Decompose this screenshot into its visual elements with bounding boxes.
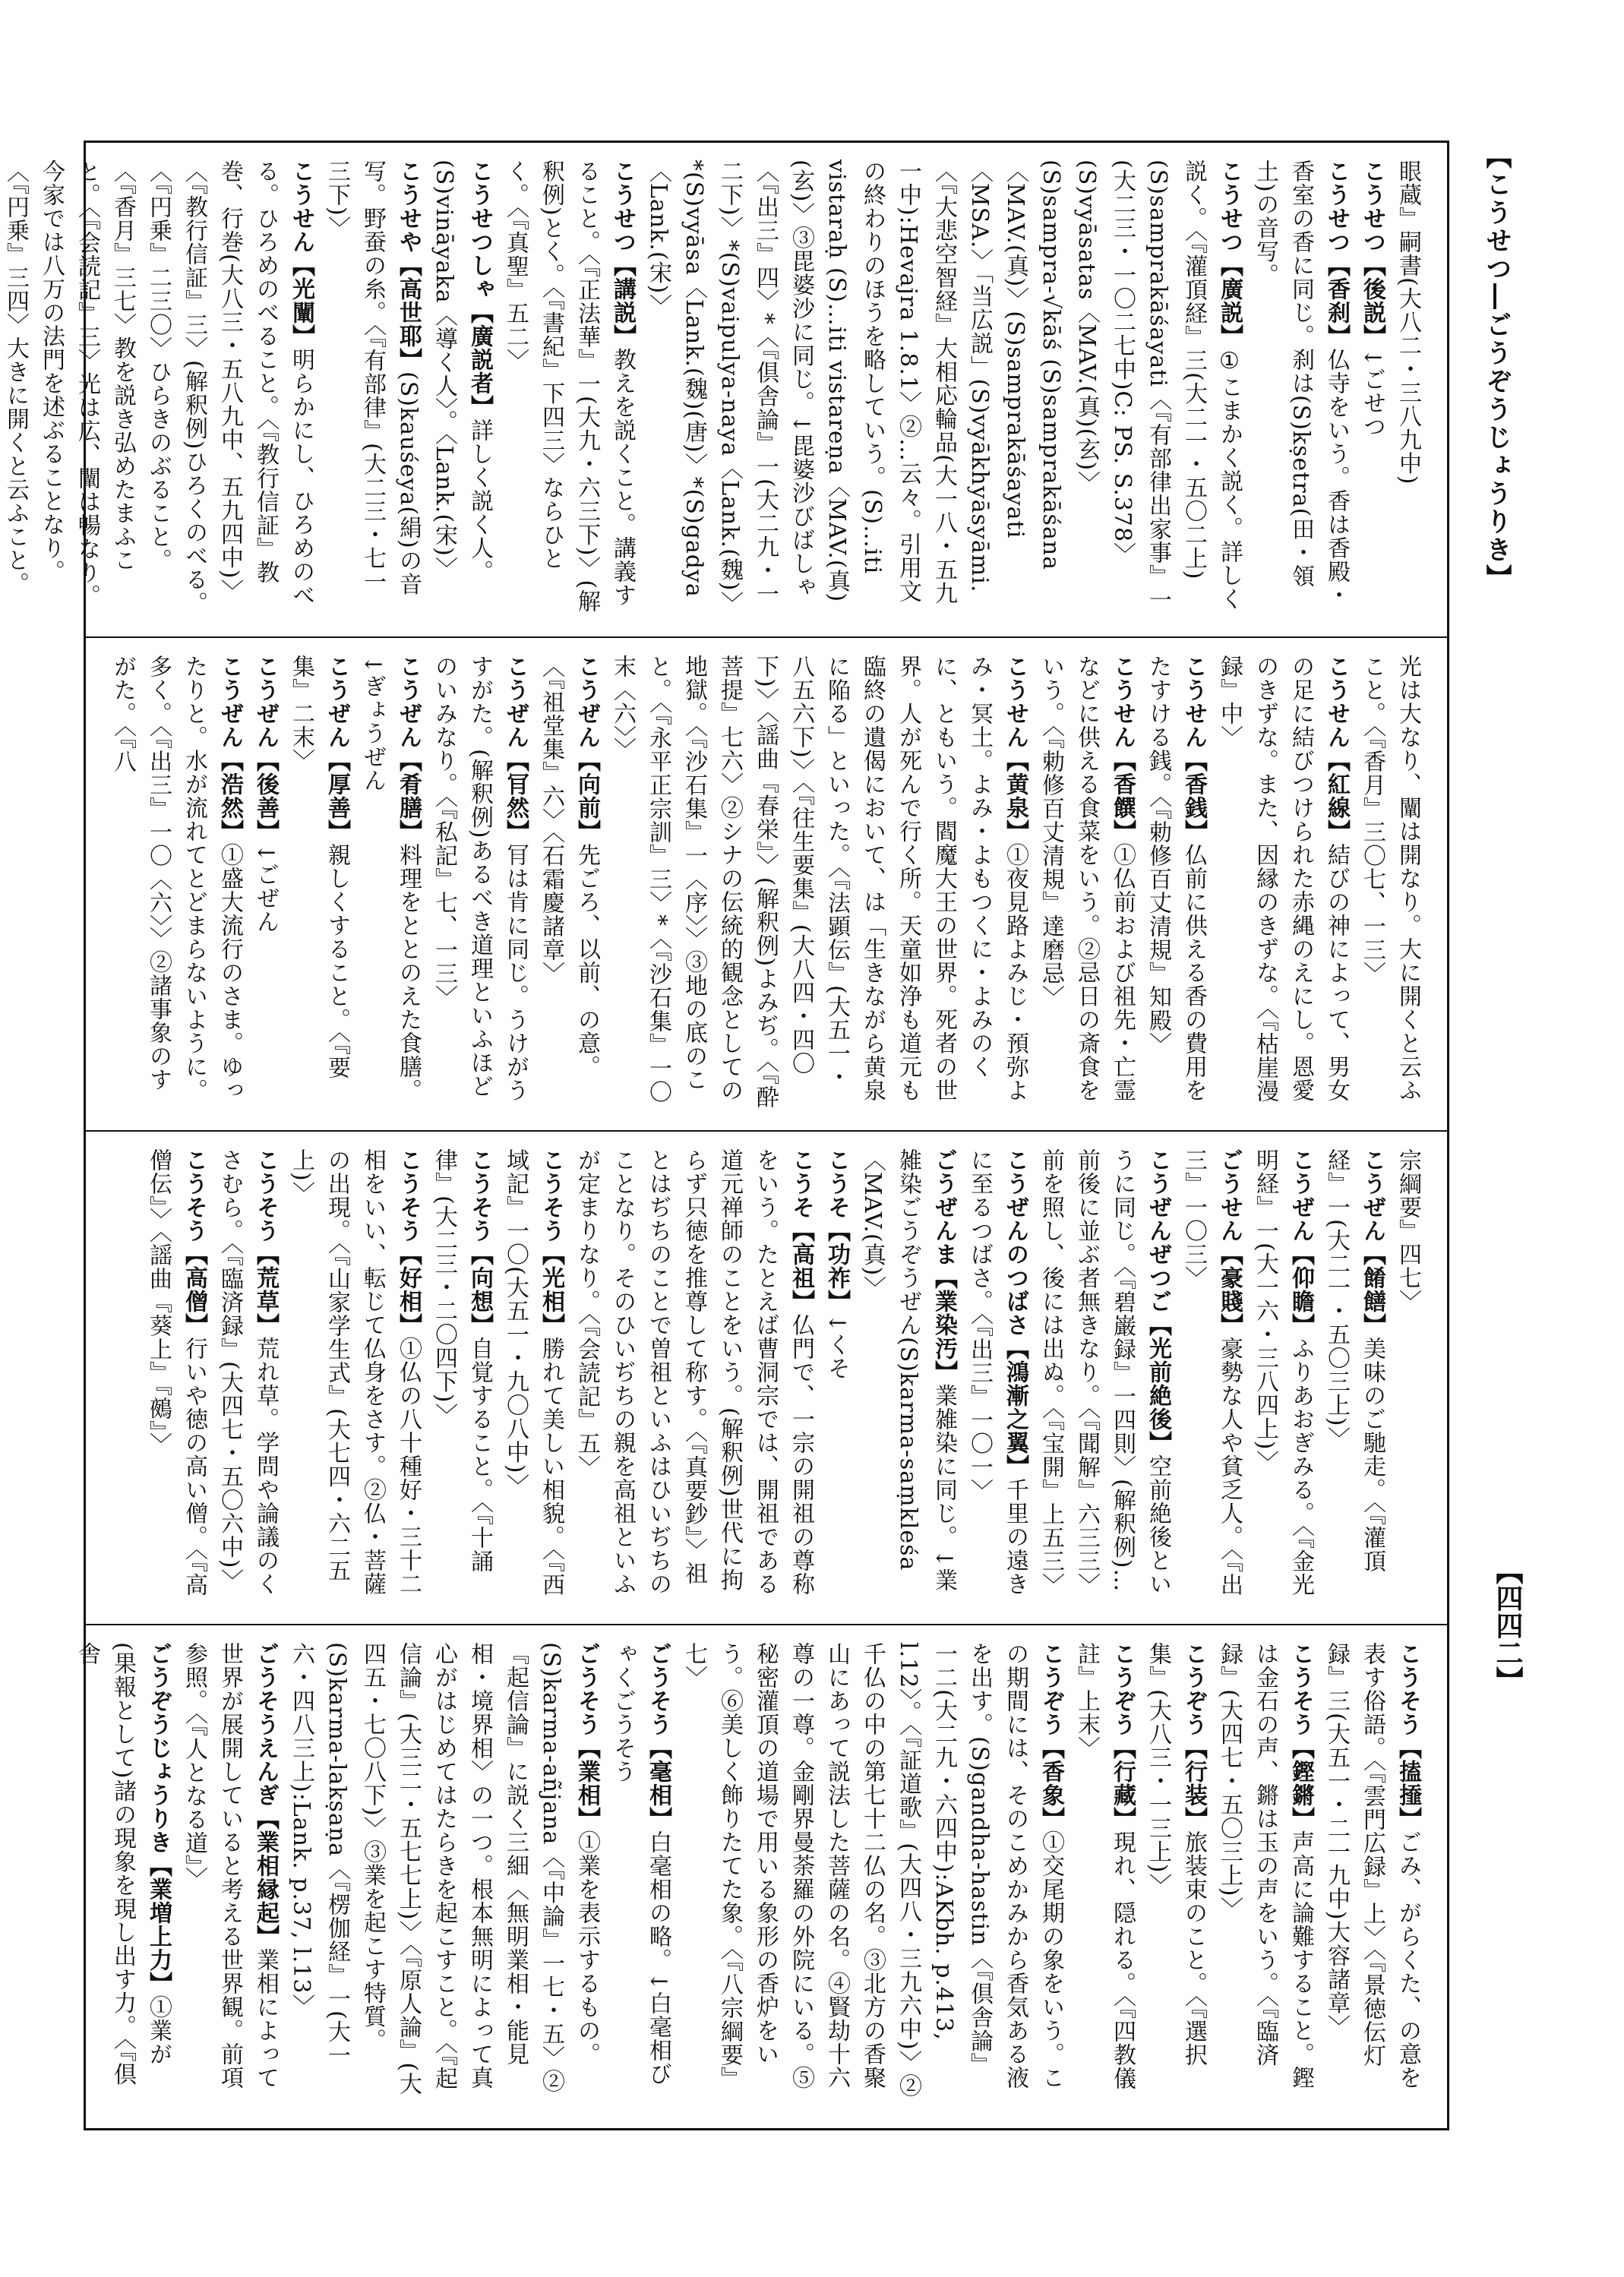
entry-definition: ①交尾期の象をいう。この期間には、そのこめかみから香気ある液を出す。(S)gandha-hastin〈『倶舎論』一二(大二九・六四中):AKbh. p.413, l.12〉。〈『証道歌』(大四八・三九六中)〉②千仏の中の第七十二仏の名。③北方の香聚山にあって説法した菩薩の名。④賢劫十六尊の一尊。金剛界曼荼羅の外院にいる。⑤秘密灌頂の道場で用いる象形の香炉をいう。⑥美しく飾りたてた象。〈『八宗綱要』七〉 bbox=[681, 1642, 1064, 2098]
dictionary-entry bbox=[609, 1642, 671, 2086]
entry-definition: 仏前に供える香の費用をたすける銭。〈『勅修百丈清規』知殿〉 bbox=[1145, 655, 1207, 1102]
tier-2-text bbox=[101, 655, 1426, 1110]
tier-4 bbox=[74, 1624, 1447, 2110]
entry-definition: 仏門で、一宗の開祖の尊称をいう。たとえば曹洞宗では、開祖である道元禅師のことをいう。(解釈例)世代に拘らず只徳を推尊して称す。〈『真要鈔』〉祖とはぢちのことで曽祖といふはひいぢちのことなり。そのひいぢちの親を高祖といふが定まりなり。〈『会読記』五〉 bbox=[573, 1148, 814, 1596]
entry-definition: 光は大なり、闡は開なり。大に開くと云ふこと。〈『香月』三〇七、一三〉 bbox=[1359, 655, 1421, 1102]
entry-definition: ①仏の八十種好・三十二相をいい、転じて仏身をさす。②仏・菩薩の出現。〈『山家学生式』(大七四・六二五上)〉 bbox=[288, 1148, 422, 1596]
entry-definition: 旅装束のこと。〈『選択集』(大八三・一三上)〉 bbox=[1145, 1642, 1207, 2067]
entry-definition: ふりあおぎみる。〈『金光明経』一(大一六・三八四上)〉 bbox=[1252, 1148, 1314, 1596]
dictionary-entry bbox=[1252, 159, 1350, 607]
dictionary-entry bbox=[1073, 1642, 1136, 2090]
entry-definition: 詳しく説く人。(S)vināyaka〈導く人〉。〈Lank.(宋)〉 bbox=[431, 159, 493, 583]
dictionary-entry bbox=[288, 1642, 600, 2095]
entry-headword: こうぞう【行装】 bbox=[1180, 1642, 1207, 1830]
entry-definition: 結びの神によって、男女の足に結びつけられた赤縄のえにし。恩愛のきずな。また、因縁のきずな。〈『枯崖漫録』中〉 bbox=[1216, 655, 1350, 1103]
entry-headword: こうせん【光闡】 bbox=[288, 159, 314, 348]
dictionary-entry bbox=[609, 655, 1028, 1109]
dictionary-entry bbox=[1323, 1642, 1421, 2089]
dictionary-entry bbox=[1216, 655, 1350, 1103]
entry-definition: 宗綱要』四七〉 bbox=[1395, 1148, 1421, 1313]
entry-headword: ごうそう【毫相】 bbox=[645, 1642, 671, 1830]
entry-definition: 勝れて美しい相貌。〈『西域記』一〇(大五一・九〇八中)〉 bbox=[502, 1148, 564, 1596]
entry-definition: 美味のご馳走。〈『灌頂経』一(大二一・五〇三上)〉 bbox=[1323, 1148, 1385, 1573]
entry-headword: こうそ【功祚】 bbox=[823, 1148, 850, 1313]
tier-1-text bbox=[2, 159, 1426, 615]
dictionary-entry bbox=[1145, 655, 1207, 1102]
entry-headword: こうせつ【後説】 bbox=[1359, 159, 1385, 348]
entry-headword: こうそう【鏗鏘】 bbox=[1288, 1642, 1314, 1830]
dictionary-entry bbox=[431, 1148, 493, 1573]
entry-headword: こうぜん【厚善】 bbox=[324, 655, 350, 843]
tier-3-text bbox=[101, 1148, 1426, 1604]
entry-definition: 千里の遠きに至るつばさ。〈『出三』一〇一〉 bbox=[966, 1148, 1028, 1596]
entry-headword: こうぜん【後善】 bbox=[252, 655, 279, 843]
entry-headword: ごうぜんま【業染汚】 bbox=[930, 1148, 957, 1384]
entry-headword: こうぜん【肴膳】 bbox=[395, 655, 422, 843]
dictionary-entry bbox=[1216, 1642, 1314, 2089]
dictionary-entry bbox=[288, 1148, 422, 1596]
dictionary-entry bbox=[966, 1148, 1028, 1596]
entry-definition: 現れ、隠れる。〈『四教儀註』上末〉 bbox=[1073, 1642, 1136, 2090]
dictionary-frame bbox=[2, 141, 1449, 2130]
entry-headword: こうせつしゃ【廣説者】 bbox=[466, 159, 493, 418]
tier-2 bbox=[86, 636, 1447, 1123]
dictionary-entry bbox=[859, 1148, 957, 1592]
entry-definition: 教えを説くこと。講義すること。〈『正法華』一(大九・六三下)〉(解釈例)とく。〈『書紀』下四三〉ならひとく。〈『真聖』五二〉 bbox=[502, 159, 636, 614]
dictionary-entry bbox=[573, 1148, 814, 1596]
entry-definition: 自覚すること。〈『十誦律』(大二三・二〇四下)〉 bbox=[431, 1148, 493, 1573]
entry-headword: ごうせん【豪賤】 bbox=[1216, 1148, 1243, 1337]
dictionary-entry bbox=[502, 159, 636, 613]
entry-definition: ↓ごぜん bbox=[252, 843, 279, 934]
dictionary-entry bbox=[1395, 159, 1421, 485]
entry-definition: ↓くそ bbox=[823, 1313, 850, 1381]
entry-definition: 行いや徳の高い僧。〈『高僧伝』〉〈謡曲『葵上』『鵺』〉 bbox=[145, 1148, 207, 1596]
entry-definition: 豪勢な人や貧乏人。〈『出三』一〇三〉 bbox=[1180, 1148, 1243, 1596]
tier-1 bbox=[2, 143, 1447, 629]
entry-definition: 白毫相の略。↓白毫相びゃくごうそう bbox=[609, 1642, 671, 2086]
dictionary-entry bbox=[74, 1642, 172, 2086]
page-header: 【こうせつ―ごうぞうじょうりき】 bbox=[1481, 143, 1512, 592]
dictionary-entry bbox=[252, 655, 279, 933]
entry-headword: こうぞう【香象】 bbox=[1038, 1642, 1064, 1830]
entry-headword: こうぜん【向前】 bbox=[573, 655, 600, 843]
entry-definition: 業雑染に同じ。↓業雑染ごうぞうぜん(S)karma-saṃkleśa〈MAV.(真)〉 bbox=[859, 1148, 957, 1593]
dictionary-entry bbox=[109, 655, 243, 1102]
entry-headword: こうぜん【肎然】 bbox=[502, 655, 529, 843]
entry-definition: ①業が(果報として)諸の現象を現し出す力。〈『倶舎 bbox=[74, 1642, 172, 2086]
entry-definition: 先ごろ、以前、の意。〈『祖堂集』六〉〈石霜慶諸章〉 bbox=[538, 655, 600, 1078]
entry-headword: こうせん【紅線】 bbox=[1323, 655, 1350, 843]
entry-definition: ①こまかく説く。詳しく説く。〈『灌頂経』三(大二一・五〇二上)(S)samprakāśayati〈『有部律出家事』一(大二三・一〇二七中)C: PS. S.378〉(S)vyāsatas〈MAV.(真)(玄)〉(S)sampra-√kāś (S)samprakāśana〈MAV.(真)〉(S)samprakāśayati〈MSA.〉「当広説」(S)vyākhyāsyāmi.〈『大悲空智経』大相応輪品(大一八・五九一中):Hevajra 1.8.1〉②…云々。引用文の終わりのほうを略していう。(S)…iti vistaraḥ (S)…iti vistareṇa〈MAV.(真)(玄)〉③毘婆沙に同じ。↓毘婆沙びばしゃ〈『出三』四〉*〈『倶舎論』一(大二九・一二下)〉*(S)vaipulya-naya〈Lank.(魏)〉*(S)vyāsa〈Lank.(魏)(唐)〉*(S)gadya〈Lank.(宋)〉 bbox=[645, 159, 1243, 615]
entry-headword: こうぜん【仰瞻】 bbox=[1288, 1148, 1314, 1337]
tier-3 bbox=[86, 1130, 1447, 1616]
entry-headword: ごうぞうじょうりき【業増上力】 bbox=[145, 1642, 172, 1995]
entry-headword: こうせや【高世耶】 bbox=[395, 159, 422, 371]
entry-headword: こうせん【香饌】 bbox=[1109, 655, 1136, 843]
entry-headword: こうそう【好相】 bbox=[395, 1148, 422, 1337]
entry-headword: こうそう【高僧】 bbox=[181, 1148, 207, 1337]
dictionary-entry bbox=[1252, 1148, 1314, 1596]
entry-headword: こうせつ【香刹】 bbox=[1323, 159, 1350, 348]
entry-definition: 空前絶後というに同じ。〈『碧巌録』一四則〉(解釈例)…前後に並ぶ者無きなり。〈『聞解』六三三〉前を照し、後には出ぬ。〈『宝開』上五三〉 bbox=[1038, 1148, 1171, 1596]
entry-headword: ごうそう【業相】 bbox=[573, 1642, 600, 1830]
entry-definition: ↓ごせつ bbox=[1359, 348, 1385, 439]
entry-definition: ①盛大流行のさま。ゆったりと。水が流れてとどまらないように。多く。〈『出三』一〇〈六〉〉②諸事象のすがた。〈『八 bbox=[109, 655, 243, 1102]
entry-definition: 料理をととのえた食膳。↓ぎょうぜん bbox=[359, 655, 422, 1102]
dictionary-entry bbox=[2, 159, 314, 614]
entry-definition: ごみ、がらくた、の意を表す俗語。〈『雲門広録』上〉〈『景徳伝灯録』三(大五一・二一九中)大容諸章〉 bbox=[1323, 1642, 1421, 2089]
entry-headword: こうせん【香銭】 bbox=[1180, 655, 1207, 843]
dictionary-entry bbox=[1145, 1642, 1207, 2067]
entry-definition: ①業を表示するもの。(S)karma-añjana〈『中論』一七・五〉②『起信論』に説く三細〈無明業相・能見相・境界相〉の一つ。根本無明によって真心がはじめてはたらきを起こすこと。〈『起信論』(大三二・五七七上)〉〈『原人論』(大四五・七〇八下)〉③業を起こす特質。(S)karma-lakṣaṇa〈『楞伽経』一(大一六・四八三上):Lank. p.37, l.13〉 bbox=[288, 1642, 600, 2096]
dictionary-entry bbox=[181, 1642, 279, 2089]
dictionary-entry bbox=[1359, 655, 1421, 1102]
entry-definition: 業相によって世界が展開していると考える世界観。前項参照。〈『人となる道』〉 bbox=[181, 1642, 279, 2089]
entry-headword: こうぞう【行藏】 bbox=[1109, 1642, 1136, 1830]
dictionary-entry bbox=[502, 1148, 564, 1596]
entry-headword: こうそう【向想】 bbox=[466, 1148, 493, 1337]
dictionary-entry bbox=[431, 159, 493, 583]
entry-headword: こうせつ【講説】 bbox=[609, 159, 636, 348]
dictionary-entry bbox=[1038, 655, 1136, 1102]
dictionary-entry bbox=[1395, 1148, 1421, 1313]
entry-definition: 荒れ草。学問や論議のくさむら。〈『臨済録』(大四七・五〇六中)〉 bbox=[216, 1148, 279, 1596]
entry-definition: 親しくすること。〈『要集』二末〉 bbox=[288, 655, 350, 1079]
entry-definition: ①仏前および祖先・亡霊などに供える食菜をいう。②忌日の斎食をいう。〈『勅修百丈清規』達磨忌〉 bbox=[1038, 655, 1136, 1102]
dictionary-entry bbox=[1359, 159, 1385, 438]
dictionary-entry bbox=[431, 655, 529, 1102]
dictionary-entry bbox=[145, 1148, 207, 1596]
entry-definition: ①夜見路よみじ・預弥よみ・冥土。よみ・よもつくに・よみのくに、ともいう。閻魔大王の世界。死者の世界。人が死んで行く所。天童如浄も道元も臨終の遺偈において、は「生きながら黄泉に陥る」といった。〈『法顕伝』(大五一・八五六下)〉〈『往生要集』(大八四・四〇下)〉〈謡曲『春栄』〉(解釈例)よみぢ。〈『酔菩提』七六〉②シナの伝統的観念としての地獄。〈『沙石集』一〈序〉〉③地の底のこと。〈『永平正宗訓』三〉*〈『沙石集』一〇末〈六〉〉 bbox=[609, 655, 1028, 1110]
entry-definition: 声高に論難すること。鏗は金石の声、鏘は玉の声をいう。〈『臨済録』(大四七・五〇三上)〉 bbox=[1216, 1642, 1314, 2089]
dictionary-entry bbox=[1180, 1148, 1243, 1596]
dictionary-entry bbox=[645, 159, 1243, 614]
entry-definition: 明らかにし、ひろめのべる。ひろめのべること。〈『教行信証』教巻、行巻(大八三・五八九中、五九四中)〉〈『教行信証』三〉(解釈例)ひろくのべる。〈『円乗』二三〇〉ひらきのぶること。〈『香月』三七〉教を説き弘めたまふこと。〈『会読記』三〉光は広、闡は暢なり。今家では八万の法門を述ぶることなり。〈『円乗』三四〉大きに開くと云ふこと。 bbox=[2, 159, 314, 615]
entry-headword: こうそう【荒草】 bbox=[252, 1148, 279, 1337]
dictionary-entry bbox=[216, 1148, 279, 1596]
dictionary-entry bbox=[324, 159, 422, 596]
entry-definition: 肎は肯に同じ。うけがうすがた。(解釈例)あるべき道理といふほどのいみなり。〈『私記』七、一三〉 bbox=[431, 655, 529, 1102]
entry-headword: こうせつ【廣説】 bbox=[1216, 159, 1243, 348]
entry-definition: 仏寺をいう。香は香殿・香室の香に同じ。刹は(S)kṣetra(田・領土)の音写。 bbox=[1252, 159, 1350, 607]
entry-headword: こうそう【搕𢶍】 bbox=[1395, 1642, 1421, 1830]
dictionary-entry bbox=[288, 655, 350, 1079]
entry-headword: こうぜん【浩然】 bbox=[216, 655, 243, 843]
page-number: 【四四二】 bbox=[1492, 1557, 1524, 1694]
entry-headword: こうそう【光相】 bbox=[538, 1148, 564, 1337]
dictionary-entry bbox=[681, 1642, 1064, 2098]
entry-definition: 眼蔵』嗣書(大八二・三八九中) bbox=[1395, 159, 1421, 485]
tier-4-text bbox=[74, 1642, 1426, 2098]
entry-headword: ごうそうえんぎ【業相縁起】 bbox=[252, 1642, 279, 1948]
dictionary-entry bbox=[1038, 1148, 1171, 1596]
dictionary-entry bbox=[538, 655, 600, 1078]
dictionary-entry bbox=[359, 655, 422, 1102]
dictionary-entry bbox=[823, 1148, 850, 1380]
dictionary-entry bbox=[1323, 1148, 1385, 1573]
entry-headword: こうぜんのつばさ【鴻漸之翼】 bbox=[1002, 1148, 1028, 1478]
entry-headword: こうぜん【餚饍】 bbox=[1359, 1148, 1385, 1337]
entry-headword: こうぜんぜつご【光前絶後】 bbox=[1145, 1148, 1171, 1454]
entry-headword: こうそ【高祖】 bbox=[788, 1148, 814, 1313]
entry-headword: こうせん【黄泉】 bbox=[1002, 655, 1028, 843]
entry-definition: (S)kauśeya(絹)の音写。野蚕の糸。〈『有部律』(大二三・七一三下)〉 bbox=[324, 159, 422, 596]
